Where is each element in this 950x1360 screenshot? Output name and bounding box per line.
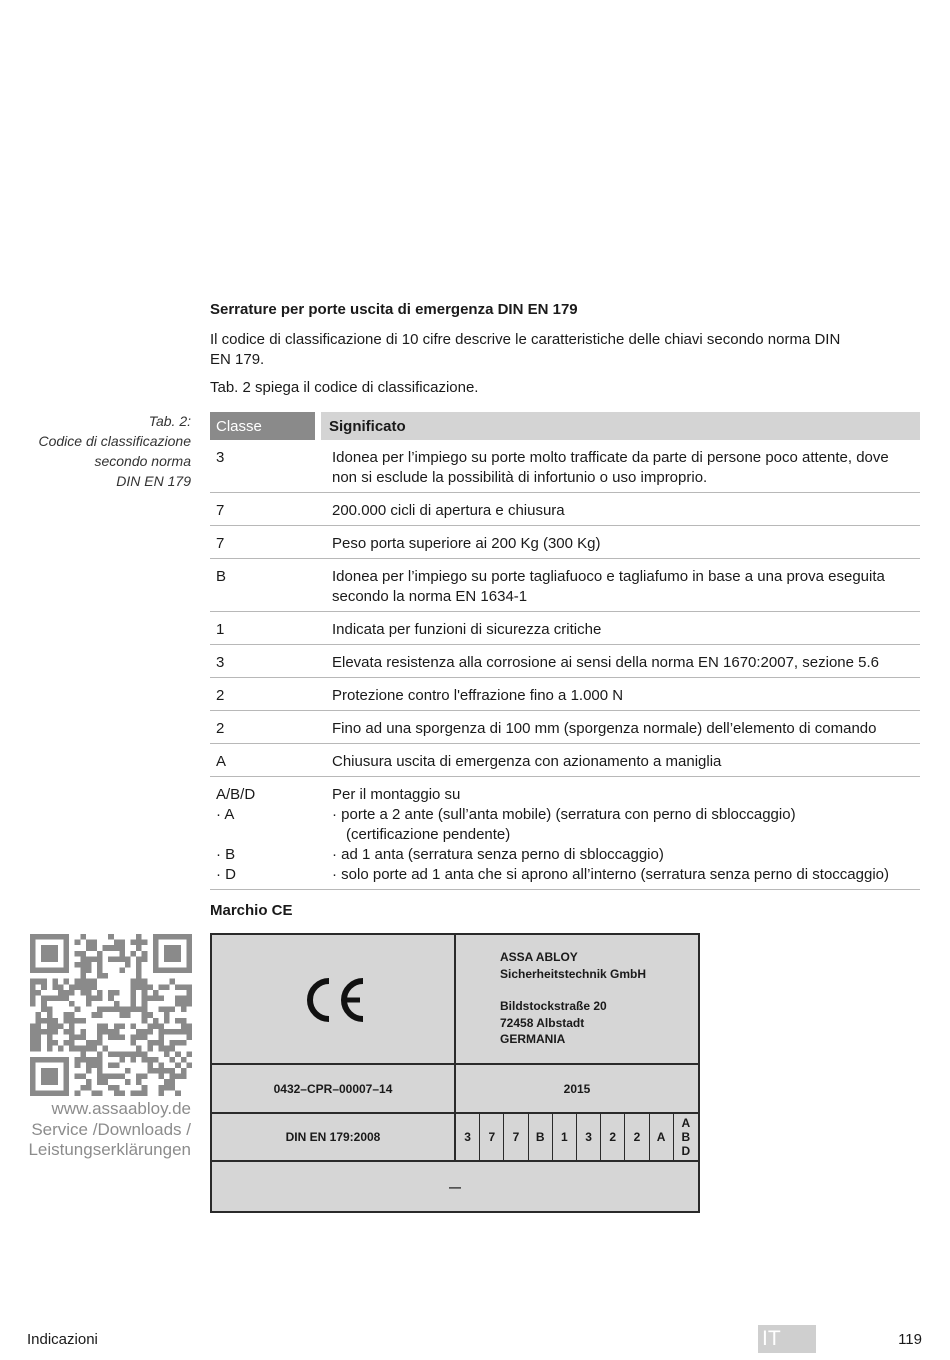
- table-caption-line: secondo norma: [94, 453, 191, 469]
- classe-bullet-b: · B: [216, 846, 236, 863]
- qr-code-icon[interactable]: [30, 934, 192, 1096]
- cell-classe: 3: [210, 645, 318, 678]
- section-title: Serrature per porte uscita di emergenza DIN EN 179: [210, 301, 578, 318]
- footer-section-name: Indicazioni: [27, 1331, 98, 1348]
- cell-significato: Idonea per l’impiego su porte tagliafuoco e tagliafumo in base a una prova eseguita secondo la norma EN 1634-1: [318, 559, 920, 612]
- qr-caption-line: Leistungserklärungen: [28, 1140, 191, 1159]
- header-classe: Classe: [210, 412, 318, 440]
- cell-significato: Chiusura uscita di emergenza con azionamento a maniglia: [318, 744, 920, 777]
- address-line: GERMANIA: [500, 1032, 566, 1046]
- cell-significato: Elevata resistenza alla corrosione ai sensi della norma EN 1670:2007, sezione 5.6: [318, 645, 920, 678]
- qr-caption: [20, 1099, 191, 1161]
- address-line: Bildstockstraße 20: [500, 999, 607, 1013]
- ce-bottom-dash: —: [449, 1179, 461, 1194]
- cell-significato: Protezione contro l'effrazione fino a 1.000 N: [318, 678, 920, 711]
- table-row: [210, 777, 920, 890]
- mounting-item-d: · solo porte ad 1 anta che si aprono all’interno (serratura senza perno di stoccaggio): [332, 866, 889, 883]
- ce-mark-icon: [302, 977, 366, 1023]
- table-caption-line: Tab. 2:: [148, 413, 191, 429]
- ce-address: [456, 935, 698, 1065]
- mounting-item-b: · ad 1 anta (serratura senza perno di sbloccaggio): [332, 846, 664, 863]
- table-caption-line: DIN EN 179: [116, 473, 191, 489]
- digit-cell: B: [529, 1114, 553, 1160]
- language-tab: IT: [758, 1325, 816, 1353]
- digit-cell: 3: [456, 1114, 480, 1160]
- cell-classe: 2: [210, 678, 318, 711]
- digit-cell: 2: [625, 1114, 649, 1160]
- cell-significato: 200.000 cicli di apertura e chiusura: [318, 493, 920, 526]
- cell-classe: A: [210, 744, 318, 777]
- classe-spacer: [216, 825, 312, 845]
- cell-significato: Peso porta superiore ai 200 Kg (300 Kg): [318, 526, 920, 559]
- cell-significato: [318, 777, 920, 890]
- table-row: [210, 526, 920, 559]
- ce-label-box: [210, 933, 700, 1213]
- header-significato: Significato: [318, 412, 920, 440]
- ce-title: Marchio CE: [210, 902, 293, 919]
- qr-caption-line: Service /Downloads /: [31, 1119, 191, 1139]
- qr-caption-url[interactable]: www.assaabloy.de: [51, 1099, 191, 1118]
- page-number: 119: [898, 1331, 922, 1348]
- table-row: [210, 678, 920, 711]
- address-line: 72458 Albstadt: [500, 1015, 585, 1030]
- cell-classe: 7: [210, 526, 318, 559]
- intro-paragraph-2: Tab. 2 spiega il codice di classificazione.: [210, 379, 479, 396]
- cell-significato: Fino ad una sporgenza di 100 mm (sporgenza normale) dell’elemento di comando: [318, 711, 920, 744]
- classification-table: [210, 412, 920, 890]
- mounting-item-a-note: (certificazione pendente): [346, 826, 511, 843]
- digit-cell: 7: [504, 1114, 528, 1160]
- ce-classification-digits: [456, 1114, 698, 1162]
- address-line: Sicherheitstechnik GmbH: [500, 966, 647, 981]
- intro-paragraph: Il codice di classificazione di 10 cifre descrive le caratteristiche delle chiavi secondo norma DIN EN 179.: [210, 331, 841, 368]
- cell-significato: Idonea per l’impiego su porte molto trafficate da parte di persone poco attente, dove non si esclude la possibilità di infortunio o uso improprio.: [318, 440, 920, 493]
- table-caption: [20, 411, 191, 491]
- ce-norm: DIN EN 179:2008: [212, 1114, 456, 1162]
- digit-stacked-a: A: [681, 1116, 691, 1130]
- classe-bullet-a: · A: [216, 806, 235, 823]
- digit-cell: 3: [577, 1114, 601, 1160]
- digit-stacked-d: D: [681, 1144, 691, 1158]
- table-row: [210, 440, 920, 493]
- table-row: [210, 559, 920, 612]
- table-row: [210, 612, 920, 645]
- cell-classe: [210, 777, 318, 890]
- cell-classe: 7: [210, 493, 318, 526]
- ce-logo-cell: [212, 935, 456, 1065]
- classe-bullet-d: · D: [216, 866, 236, 883]
- classe-label: A/B/D: [216, 786, 256, 803]
- cell-classe: 2: [210, 711, 318, 744]
- address-line: ASSA ABLOY: [500, 950, 578, 964]
- digit-cell: 2: [601, 1114, 625, 1160]
- mounting-item-a: · porte a 2 ante (sull’anta mobile) (serratura con perno di sbloccaggio): [332, 806, 796, 823]
- table-caption-line: Codice di classificazione: [38, 433, 191, 449]
- cell-classe: B: [210, 559, 318, 612]
- table-header-row: [210, 412, 920, 440]
- digit-cell: 1: [553, 1114, 577, 1160]
- address-gap: [500, 982, 698, 998]
- cell-classe: 3: [210, 440, 318, 493]
- table-row: [210, 744, 920, 777]
- cell-classe: 1: [210, 612, 318, 645]
- table-row: [210, 493, 920, 526]
- cell-significato: Indicata per funzioni di sicurezza critiche: [318, 612, 920, 645]
- digit-cell: A: [650, 1114, 674, 1160]
- table-row: [210, 645, 920, 678]
- table-row: [210, 711, 920, 744]
- digit-cell-stacked: [674, 1114, 698, 1160]
- ce-certificate-code: 0432–CPR–00007–14: [212, 1065, 456, 1114]
- digit-stacked-b: B: [681, 1130, 691, 1144]
- mounting-intro: Per il montaggio su: [332, 786, 461, 803]
- digit-cell: 7: [480, 1114, 504, 1160]
- ce-year: 2015: [456, 1065, 698, 1114]
